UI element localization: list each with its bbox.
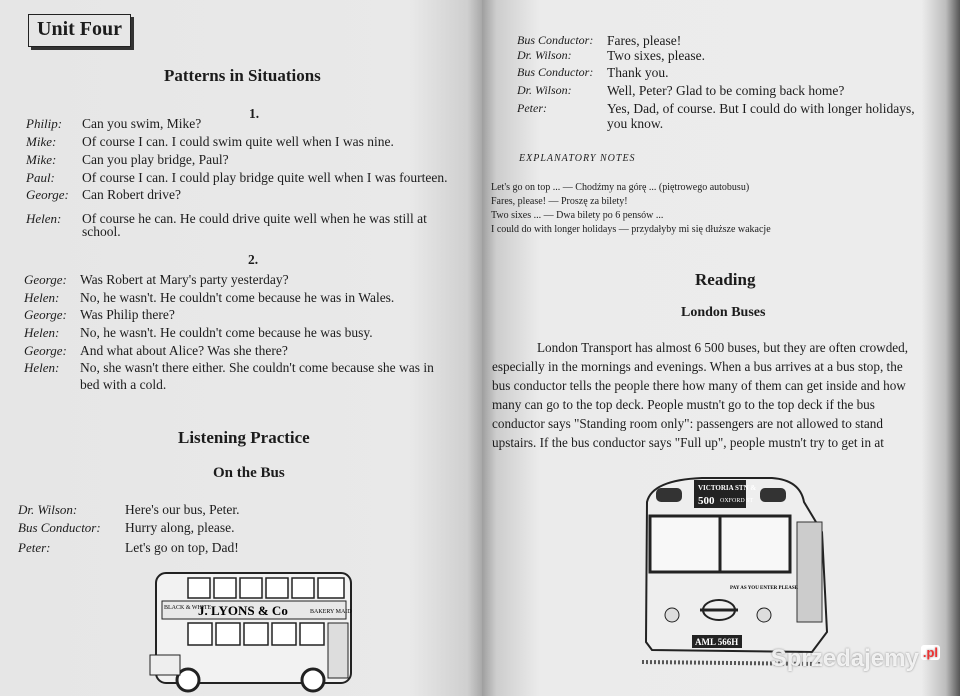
paragraph-line: conductor says "Standing room only": passengers are not allowed to stand: [492, 416, 883, 431]
dialogue-line: Fares, please!: [607, 33, 682, 48]
paragraph-line: many can go to the top deck. People mustn't go to the top deck if the bus: [492, 397, 875, 412]
dialogue-line: Of course he can. He could drive quite well when he was still at: [82, 211, 427, 226]
speaker-name: Philip:: [26, 116, 63, 131]
dialogue-line: No, he wasn't. He couldn't come because he was busy.: [80, 325, 373, 340]
speaker-name: Dr. Wilson:: [18, 502, 78, 517]
speaker-name: George:: [24, 272, 67, 287]
dialogue-line: Two sixes, please.: [607, 48, 706, 63]
speaker-name: Dr. Wilson:: [517, 48, 572, 62]
watermark-suffix: .pl: [922, 645, 938, 660]
reading-heading: Reading: [695, 270, 756, 289]
notes-heading: EXPLANATORY NOTES: [519, 153, 636, 164]
bus-number: 500: [698, 495, 715, 507]
note-line: Fares, please! — Proszę za bilety!: [491, 196, 628, 207]
bus-ad-lyons: J. LYONS & Co: [198, 603, 288, 618]
watermark-text: Sprzedajemy: [770, 645, 919, 672]
dialogue-line: Of course I can. I could play bridge quite well when I was fourteen.: [82, 170, 448, 185]
paragraph-line: upstairs. If the bus conductor says "Full up", people mustn't try to get in at: [492, 435, 884, 450]
dialogue-line: Was Robert at Mary's party yesterday?: [80, 272, 289, 287]
speaker-name: Mike:: [26, 152, 57, 167]
bus-number-plate: AML 566H: [695, 637, 739, 647]
dialogue-line: And what about Alice? Was she there?: [80, 343, 288, 358]
dialogue-line: Let's go on top, Dad!: [125, 540, 239, 555]
dialogue-line: Can Robert drive?: [82, 187, 181, 202]
double-decker-bus-illustration: [148, 565, 358, 695]
speaker-name: Helen:: [24, 360, 60, 375]
speaker-name: Peter:: [18, 540, 51, 555]
right-page: [482, 0, 960, 696]
speaker-name: Mike:: [26, 134, 57, 149]
note-line: I could do with longer holidays — przydałyby mi się dłuższe wakacje: [491, 224, 771, 235]
bus-ad-bakery: BAKERY MAID: [310, 609, 352, 615]
section-number: 2.: [248, 252, 259, 267]
dialogue-line: Hurry along, please.: [125, 520, 235, 535]
section-number: 1.: [249, 106, 260, 121]
dialogue-line: Was Philip there?: [80, 307, 175, 322]
dialogue-line: Can you play bridge, Paul?: [82, 152, 229, 167]
bus-destination: VICTORIA STN &: [698, 484, 757, 492]
dialogue-line: Here's our bus, Peter.: [125, 502, 240, 517]
speaker-name: Bus Conductor:: [517, 65, 594, 79]
dialogue-line: you know.: [607, 116, 664, 131]
speaker-name: Dr. Wilson:: [517, 83, 572, 97]
bus-ad-black-white: BLACK & WHITE: [164, 605, 212, 611]
speaker-name: George:: [26, 187, 69, 202]
watermark: [771, 645, 940, 673]
bus-pay-sign: PAY AS YOU ENTER PLEASE: [730, 586, 798, 591]
speaker-name: Helen:: [24, 290, 60, 305]
dialogue-line: bed with a cold.: [80, 377, 167, 392]
speaker-name: George:: [24, 343, 67, 358]
paragraph-line: especially in the mornings and evenings. When a bus arrives at a bus stop, the: [492, 359, 903, 374]
speaker-name: Helen:: [26, 211, 62, 226]
speaker-name: Peter:: [517, 101, 547, 115]
listening-heading: Listening Practice: [178, 428, 310, 447]
note-line: Two sixes ... — Dwa bilety po 6 pensów ...: [491, 210, 664, 221]
reading-title: London Buses: [681, 305, 766, 320]
speaker-name: Bus Conductor:: [18, 520, 101, 535]
dialogue-line: Well, Peter? Glad to be coming back home?: [607, 83, 845, 98]
dialogue-line: Of course I can. I could swim quite well when I was nine.: [82, 134, 394, 149]
note-line: Let's go on top ... — Chodźmy na górę ... (piętrowego autobusu): [491, 182, 750, 193]
subheading: On the Bus: [213, 465, 285, 481]
speaker-name: Bus Conductor:: [517, 33, 594, 47]
section-heading: Patterns in Situations: [164, 66, 321, 85]
paragraph-line: London Transport has almost 6 500 buses, but they are often crowded,: [537, 340, 909, 355]
dialogue-line: school.: [82, 224, 121, 239]
paragraph-line: bus conductor tells the people there how many of them can get inside and how: [492, 378, 906, 393]
dialogue-line: Can you swim, Mike?: [82, 116, 202, 131]
dialogue-line: No, she wasn't there either. She couldn't come because she was in: [80, 360, 434, 375]
dialogue-line: Thank you.: [607, 65, 669, 80]
speaker-name: Helen:: [24, 325, 60, 340]
unit-title: Unit Four: [28, 14, 131, 47]
dialogue-line: No, he wasn't. He couldn't come because he was in Wales.: [80, 290, 395, 305]
dialogue-line: Yes, Dad, of course. But I could do with longer holidays,: [607, 101, 915, 116]
speaker-name: George:: [24, 307, 67, 322]
bus-route: OXFORD ST: [720, 498, 754, 504]
london-bus-illustration: [622, 472, 837, 672]
speaker-name: Paul:: [26, 170, 55, 185]
